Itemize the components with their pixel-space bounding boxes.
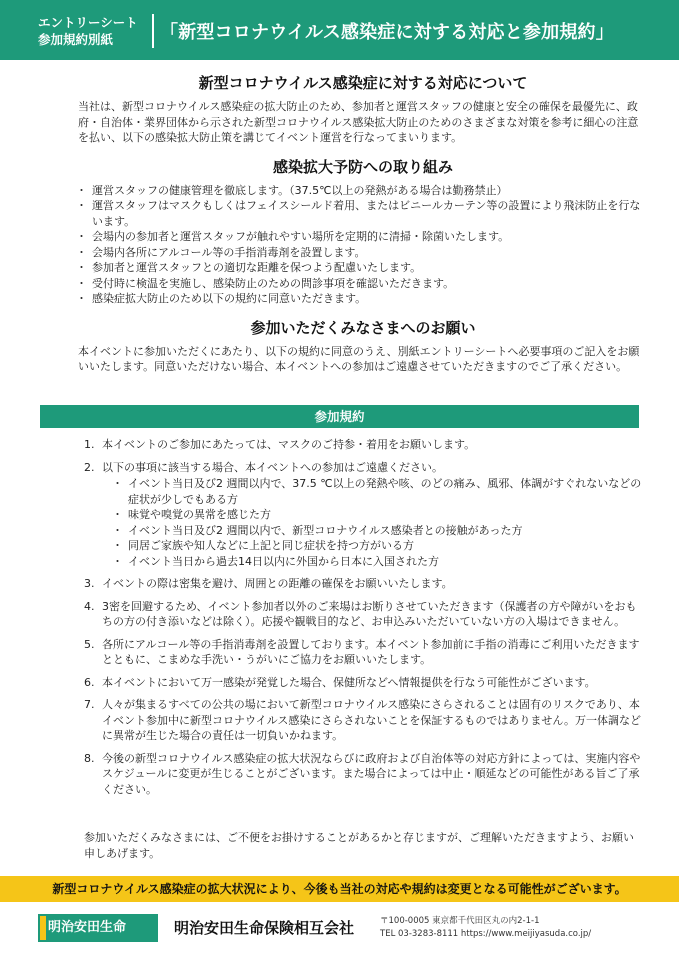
section-heading-request: 参加いただくみなさまへのお願い (250, 318, 476, 337)
rule-item (84, 697, 644, 744)
intro-content (78, 68, 648, 375)
rule-number: 2. (84, 460, 95, 474)
rule-text: 3密を回避するため、イベント参加者以外のご来場はお断りさせていただきます（保護者の方や障がいをおもちの方の付き添いなどは除く）。応援や観戦目的など、お申込みいただいていない方の入場はできません。 (102, 599, 637, 628)
company-name: 明治安田生命保険相互会社 (174, 919, 355, 937)
prevention-item: ・ 会場内各所にアルコール等の手指消毒剤を設置します。 (78, 245, 648, 261)
logo-mark-icon (40, 916, 46, 940)
prevention-item: ・ 参加者と運営スタッフとの適切な距離を保つよう配慮いたします。 (78, 260, 648, 276)
rule-number: 7. (84, 698, 95, 711)
rule-sublist (102, 476, 644, 569)
rule-item (84, 437, 644, 453)
address-line2: TEL 03-3283-8111 https://www.meijiyasuda.co.jp/ (380, 929, 592, 939)
notice-banner: 新型コロナウイルス感染症の拡大状況により、今後も当社の対応や規約は変更となる可能性がございます。 (0, 876, 679, 902)
rule-item (84, 599, 644, 630)
page-title: 「新型コロナウイルス感染症に対する対応と参加規約」 (160, 22, 614, 43)
rule-subitem: ・ イベント当日及び2 週間以内で、37.5 ℃以上の発熱や咳、のどの痛み、風邪、体調がすぐれないなどの症状が少しでもある方 (102, 476, 644, 507)
prevention-item: ・ 感染症拡大防止のため以下の規約に同意いただきます。 (78, 291, 648, 307)
rule-subitem: ・ 同居ご家族や知人などに上記と同じ症状を持つ方がいる方 (102, 538, 644, 554)
prevention-item: ・ 受付時に検温を実施し、感染防止のための問診事項を確認いただきます。 (78, 276, 648, 292)
section-heading-prevention: 感染拡大予防への取り組み (272, 157, 453, 176)
rule-number: 4. (84, 599, 95, 613)
footer (0, 902, 679, 960)
closing-text: 参加いただくみなさまには、ご不便をお掛けすることがあるかと存じますが、ご理解いただきますよう、お願い申しあげます。 (84, 831, 634, 860)
header-tag (38, 14, 148, 48)
rules-list (84, 437, 644, 804)
header-band (0, 0, 679, 60)
rule-subitem: ・ イベント当日から過去14日以内に外国から日本に入国された方 (102, 554, 644, 570)
rule-text: 各所にアルコール等の手指消毒剤を設置しております。本イベント参加前に手指の消毒にご利用いただきますとともに、こまめな手洗い・うがいにご協力をお願いいたします。 (102, 637, 640, 666)
rule-number: 5. (84, 637, 95, 651)
rule-subitem: ・ 味覚や嗅覚の異常を感じた方 (102, 507, 644, 523)
section-body-response: 当社は、新型コロナウイルス感染症の拡大防止のため、参加者と運営スタッフの健康と安全の確保を最優先に、政府・自治体・業界団体から示された新型コロナウイルス感染拡大防止のためのさまざまな対策を参考に細心の注意を払い、以下の感染拡大防止策を講じてイベント運営を行なってまいります。 (78, 100, 639, 144)
prevention-item: ・ 運営スタッフはマスクもしくはフェイスシールド着用、またはビニールカーテン等の設置により飛沫防止を行ないます。 (78, 198, 648, 229)
rule-text: イベントの際は密集を避け、周囲との距離の確保をお願いいたします。 (102, 577, 453, 590)
section-heading-response: 新型コロナウイルス感染症に対する対応について (198, 74, 528, 92)
rule-text: 今後の新型コロナウイルス感染症の拡大状況ならびに政府および自治体等の対応方針によっては、実施内容やスケジュールに変更が生じることがございます。また場合によっては中止・順延などの可能性がある旨ご了承ください。 (102, 751, 641, 796)
header-tag-line1: エントリーシート (38, 15, 138, 30)
rule-subitem: ・ イベント当日及び2 週間以内で、新型コロナウイルス感染者との接触があった方 (102, 523, 644, 539)
logo-text: 明治安田生命 (48, 920, 127, 935)
rule-item (84, 751, 644, 798)
section-body-request: 本イベントに参加いただくにあたり、以下の規約に同意のうえ、別紙エントリーシートへ必要事項のご記入をお願いいたします。同意いただけない場合、本イベントへの参加はご遠慮させていただきますのでご了承ください。 (78, 344, 640, 373)
rule-text: 本イベントのご参加にあたっては、マスクのご持参・着用をお願いします。 (102, 438, 476, 451)
rule-item (84, 576, 644, 592)
header-tag-line2: 参加規約別紙 (38, 32, 114, 47)
rule-number: 3. (84, 577, 95, 590)
rule-item (84, 675, 644, 691)
rule-item (84, 637, 644, 668)
rule-text: 本イベントにおいて万一感染が発覚した場合、保健所などへ情報提供を行なう可能性がございます。 (102, 675, 596, 689)
rule-number: 6. (84, 675, 95, 689)
rule-number: 8. (84, 751, 95, 765)
company-logo (38, 914, 158, 942)
rule-item (84, 460, 644, 570)
header-divider (152, 14, 154, 48)
prevention-item: ・ 会場内の参加者と運営スタッフが触れやすい場所を定期的に清掃・除菌いたします。 (78, 229, 648, 245)
rule-number: 1. (84, 438, 95, 451)
company-address (380, 915, 591, 941)
prevention-item: ・ 運営スタッフの健康管理を徹底します。（37.5℃以上の発熱がある場合は勤務禁止） (78, 183, 648, 199)
prevention-list (78, 183, 648, 307)
address-line1: 〒100-0005 東京都千代田区丸の内2-1-1 (380, 916, 540, 926)
rule-text: 以下の事項に該当する場合、本イベントへの参加はご遠慮ください。 (102, 460, 443, 474)
rule-text: 人々が集まるすべての公共の場において新型コロナウイルス感染にさらされることは固有のリスクであり、本イベント参加中に新型コロナウイルス感染にさらされないことを保証するものではありません。万一体調などに異常が生じた場合の責任は一切負いかねます。 (102, 698, 641, 742)
rules-heading-bar: 参加規約 (40, 405, 639, 428)
